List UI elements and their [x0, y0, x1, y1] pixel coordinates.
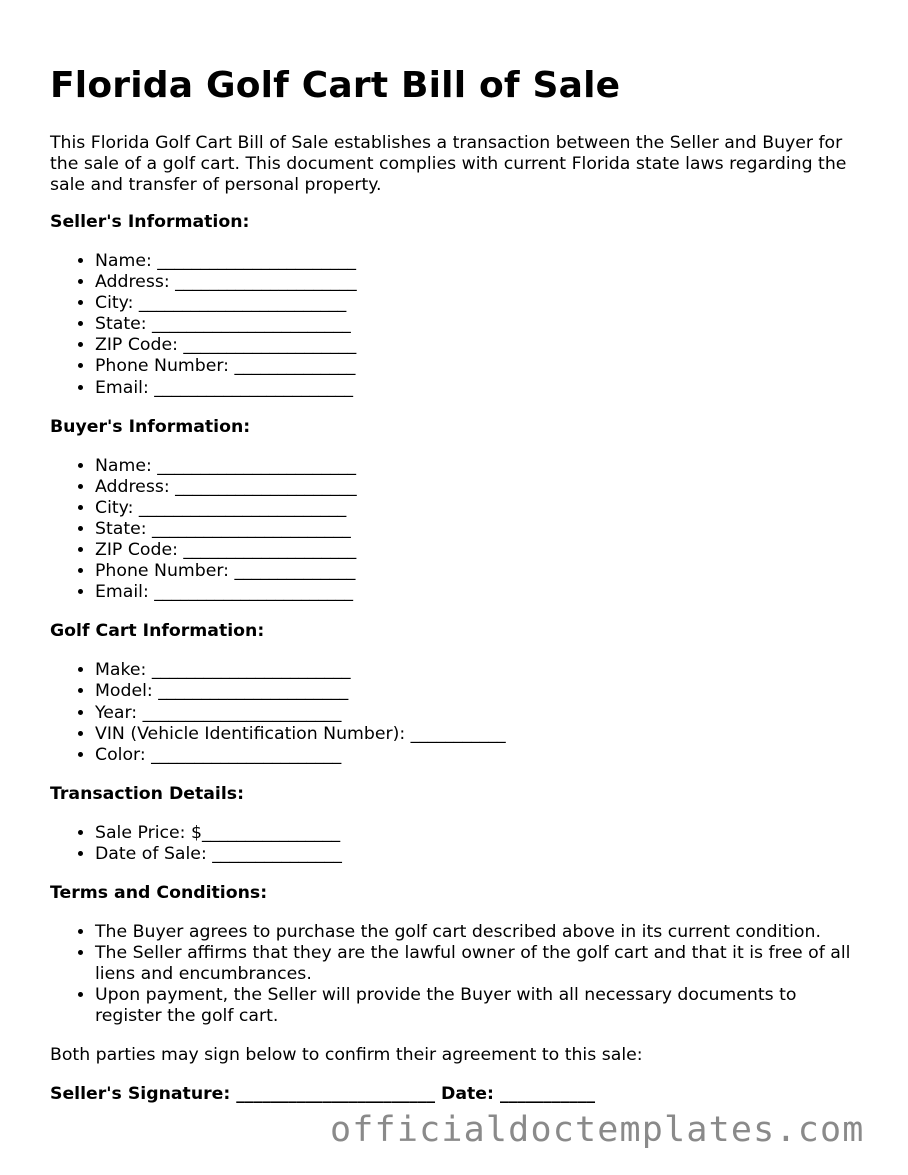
buyer-zip-field: • ZIP Code: ____________________	[95, 540, 860, 561]
agreement-statement: Both parties may sign below to confirm their agreement to this sale:	[50, 1045, 643, 1066]
buyer-phone-field: • Phone Number: ______________	[95, 561, 860, 582]
seller-section-heading: Seller's Information:	[50, 212, 250, 232]
cart-vin-field: • VIN (Vehicle Identification Number): ___________	[95, 724, 860, 745]
seller-email-field: • Email: _______________________	[95, 378, 860, 399]
buyer-state-field: • State: _______________________	[95, 519, 860, 540]
buyer-email-field: • Email: _______________________	[95, 582, 860, 603]
terms-item: • The Seller affirms that they are the lawful owner of the golf cart and that it is free of all liens and encumbrances.	[95, 943, 860, 985]
seller-zip-field: • ZIP Code: ____________________	[95, 335, 860, 356]
terms-list	[50, 922, 860, 1027]
seller-phone-field: • Phone Number: ______________	[95, 356, 860, 377]
cart-model-field: • Model: ______________________	[95, 681, 860, 702]
cart-color-field: • Color: ______________________	[95, 745, 860, 766]
seller-state-field: • State: _______________________	[95, 314, 860, 335]
seller-field-list	[50, 251, 860, 399]
intro-paragraph: This Florida Golf Cart Bill of Sale establishes a transaction between the Seller and Buyer for the sale of a golf cart. This document complies with current Florida state laws regarding the sale and transfer of personal property.	[50, 133, 847, 195]
buyer-field-list	[50, 456, 860, 604]
seller-address-field: • Address: _____________________	[95, 272, 860, 293]
document-page	[50, 60, 860, 1105]
terms-item: • The Buyer agrees to purchase the golf cart described above in its current condition.	[95, 922, 860, 943]
sale-price-field: • Sale Price: $________________	[95, 823, 860, 844]
terms-section-heading: Terms and Conditions:	[50, 882, 268, 903]
cart-make-field: • Make: _______________________	[95, 660, 860, 681]
watermark: officialdoctemplates.com	[330, 1110, 865, 1150]
buyer-name-field: • Name: _______________________	[95, 456, 860, 477]
seller-signature-line: Seller's Signature: _______________________ Date: ___________	[50, 1084, 596, 1105]
cart-field-list	[50, 660, 860, 765]
transaction-section-heading: Transaction Details:	[50, 783, 244, 804]
cart-section-heading: Golf Cart Information:	[50, 621, 265, 642]
seller-name-field: • Name: _______________________	[95, 251, 860, 272]
document-title: Florida Golf Cart Bill of Sale	[50, 65, 621, 106]
seller-city-field: • City: ________________________	[95, 293, 860, 314]
buyer-address-field: • Address: _____________________	[95, 477, 860, 498]
cart-year-field: • Year: _______________________	[95, 703, 860, 724]
buyer-city-field: • City: ________________________	[95, 498, 860, 519]
buyer-section-heading: Buyer's Information:	[50, 416, 251, 437]
terms-item: • Upon payment, the Seller will provide the Buyer with all necessary documents to register the golf cart.	[95, 985, 860, 1027]
sale-date-field: • Date of Sale: _______________	[95, 844, 860, 865]
transaction-field-list	[50, 823, 860, 865]
